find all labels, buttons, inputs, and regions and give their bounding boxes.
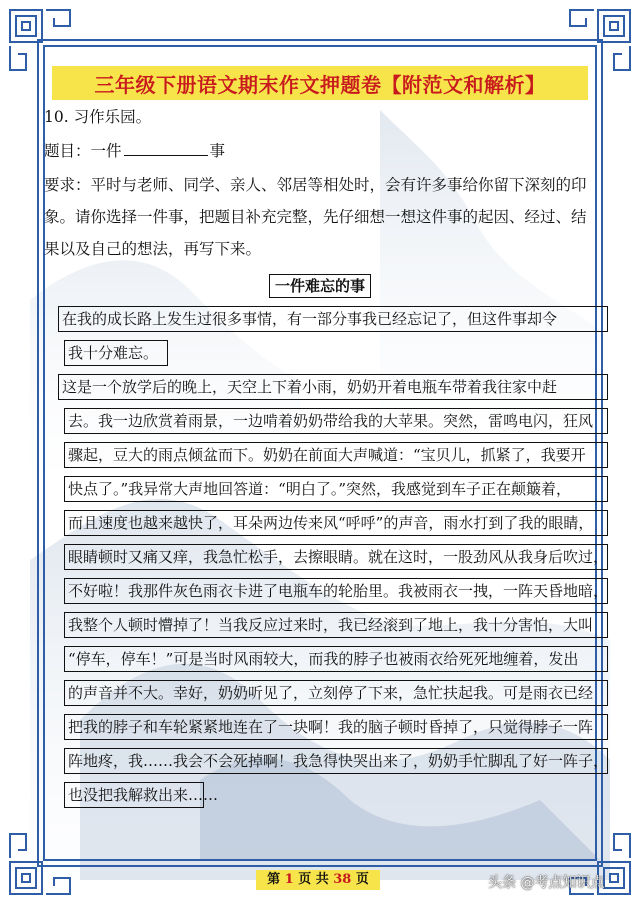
essay-line: 去。我一边欣赏着雨景，一边啃着奶奶带给我的大苹果。突然，雷鸣电闪，狂风 bbox=[64, 408, 608, 434]
requirement-line: 要求：平时与老师、同学、亲人、邻居等相处时，会有许多事给你留下深刻的印 bbox=[44, 176, 587, 194]
topic-suffix: 事 bbox=[209, 142, 226, 160]
essay-line: 把我的脖子和车轮紧紧地连在了一块啊！我的脑子顿时昏掉了，只觉得脖子一阵 bbox=[64, 714, 608, 740]
essay-line: 我十分难忘。 bbox=[64, 340, 168, 366]
essay-line: 而且速度也越来越快了，耳朵两边传来风“呼呼”的声音，雨水打到了我的眼睛， bbox=[64, 510, 608, 536]
essay-line: 阵地疼，我……我会不会死掉啊！我急得快哭出来了，奶奶手忙脚乱了好一阵子， bbox=[64, 748, 608, 774]
requirement-line: 果以及自己的想法，再写下来。 bbox=[44, 240, 262, 258]
essay-line: 这是一个放学后的晚上，天空上下着小雨，奶奶开着电瓶车带着我往家中赶 bbox=[58, 374, 608, 400]
topic-line bbox=[44, 140, 225, 162]
total-pages: 38 bbox=[333, 872, 352, 887]
essay-line: 骤起，豆大的雨点倾盆而下。奶奶在前面大声喊道：“宝贝儿，抓紧了，我要开 bbox=[64, 442, 608, 468]
essay-line: 的声音并不大。幸好，奶奶听见了，立刻停了下来，急忙扶起我。可是雨衣已经 bbox=[64, 680, 608, 706]
document-title: 三年级下册语文期末作文押题卷【附范文和解析】 bbox=[52, 66, 588, 100]
essay-line: 眼睛顿时又痛又痒，我急忙松手，去擦眼睛。就在这时，一股劲风从我身后吹过， bbox=[64, 544, 608, 570]
essay-line: 也没把我解救出来…… bbox=[64, 782, 204, 808]
fill-blank bbox=[124, 140, 208, 156]
essay-heading: 一件难忘的事 bbox=[269, 274, 371, 298]
current-page: 1 bbox=[284, 872, 294, 887]
essay-line: 快点了。”我异常大声地回答道：“明白了。”突然，我感觉到车子正在颠簸着， bbox=[64, 476, 608, 502]
essay-line: 不好啦！我那件灰色雨衣卡进了电瓶车的轮胎里。我被雨衣一拽，一阵天昏地暗， bbox=[64, 578, 608, 604]
question-number: 10. 习作乐园。 bbox=[44, 108, 152, 126]
page-indicator: 第 1 页 共 38 页 bbox=[256, 870, 380, 890]
requirement-line: 象。请你选择一件事，把题目补充完整，先仔细想一想这件事的起因、经过、结 bbox=[44, 208, 587, 226]
topic-prefix: 题目：一件 bbox=[44, 142, 122, 160]
essay-line: 在我的成长路上发生过很多事情，有一部分事我已经忘记了，但这件事却令 bbox=[58, 306, 608, 332]
watermark: 头条 @考点知识点 bbox=[488, 875, 605, 891]
essay-line: “停车，停车！”可是当时风雨较大，而我的脖子也被雨衣给死死地缠着，发出 bbox=[64, 646, 608, 672]
essay-line: 我整个人顿时懵掉了！当我反应过来时，我已经滚到了地上，我十分害怕，大叫 bbox=[64, 612, 608, 638]
